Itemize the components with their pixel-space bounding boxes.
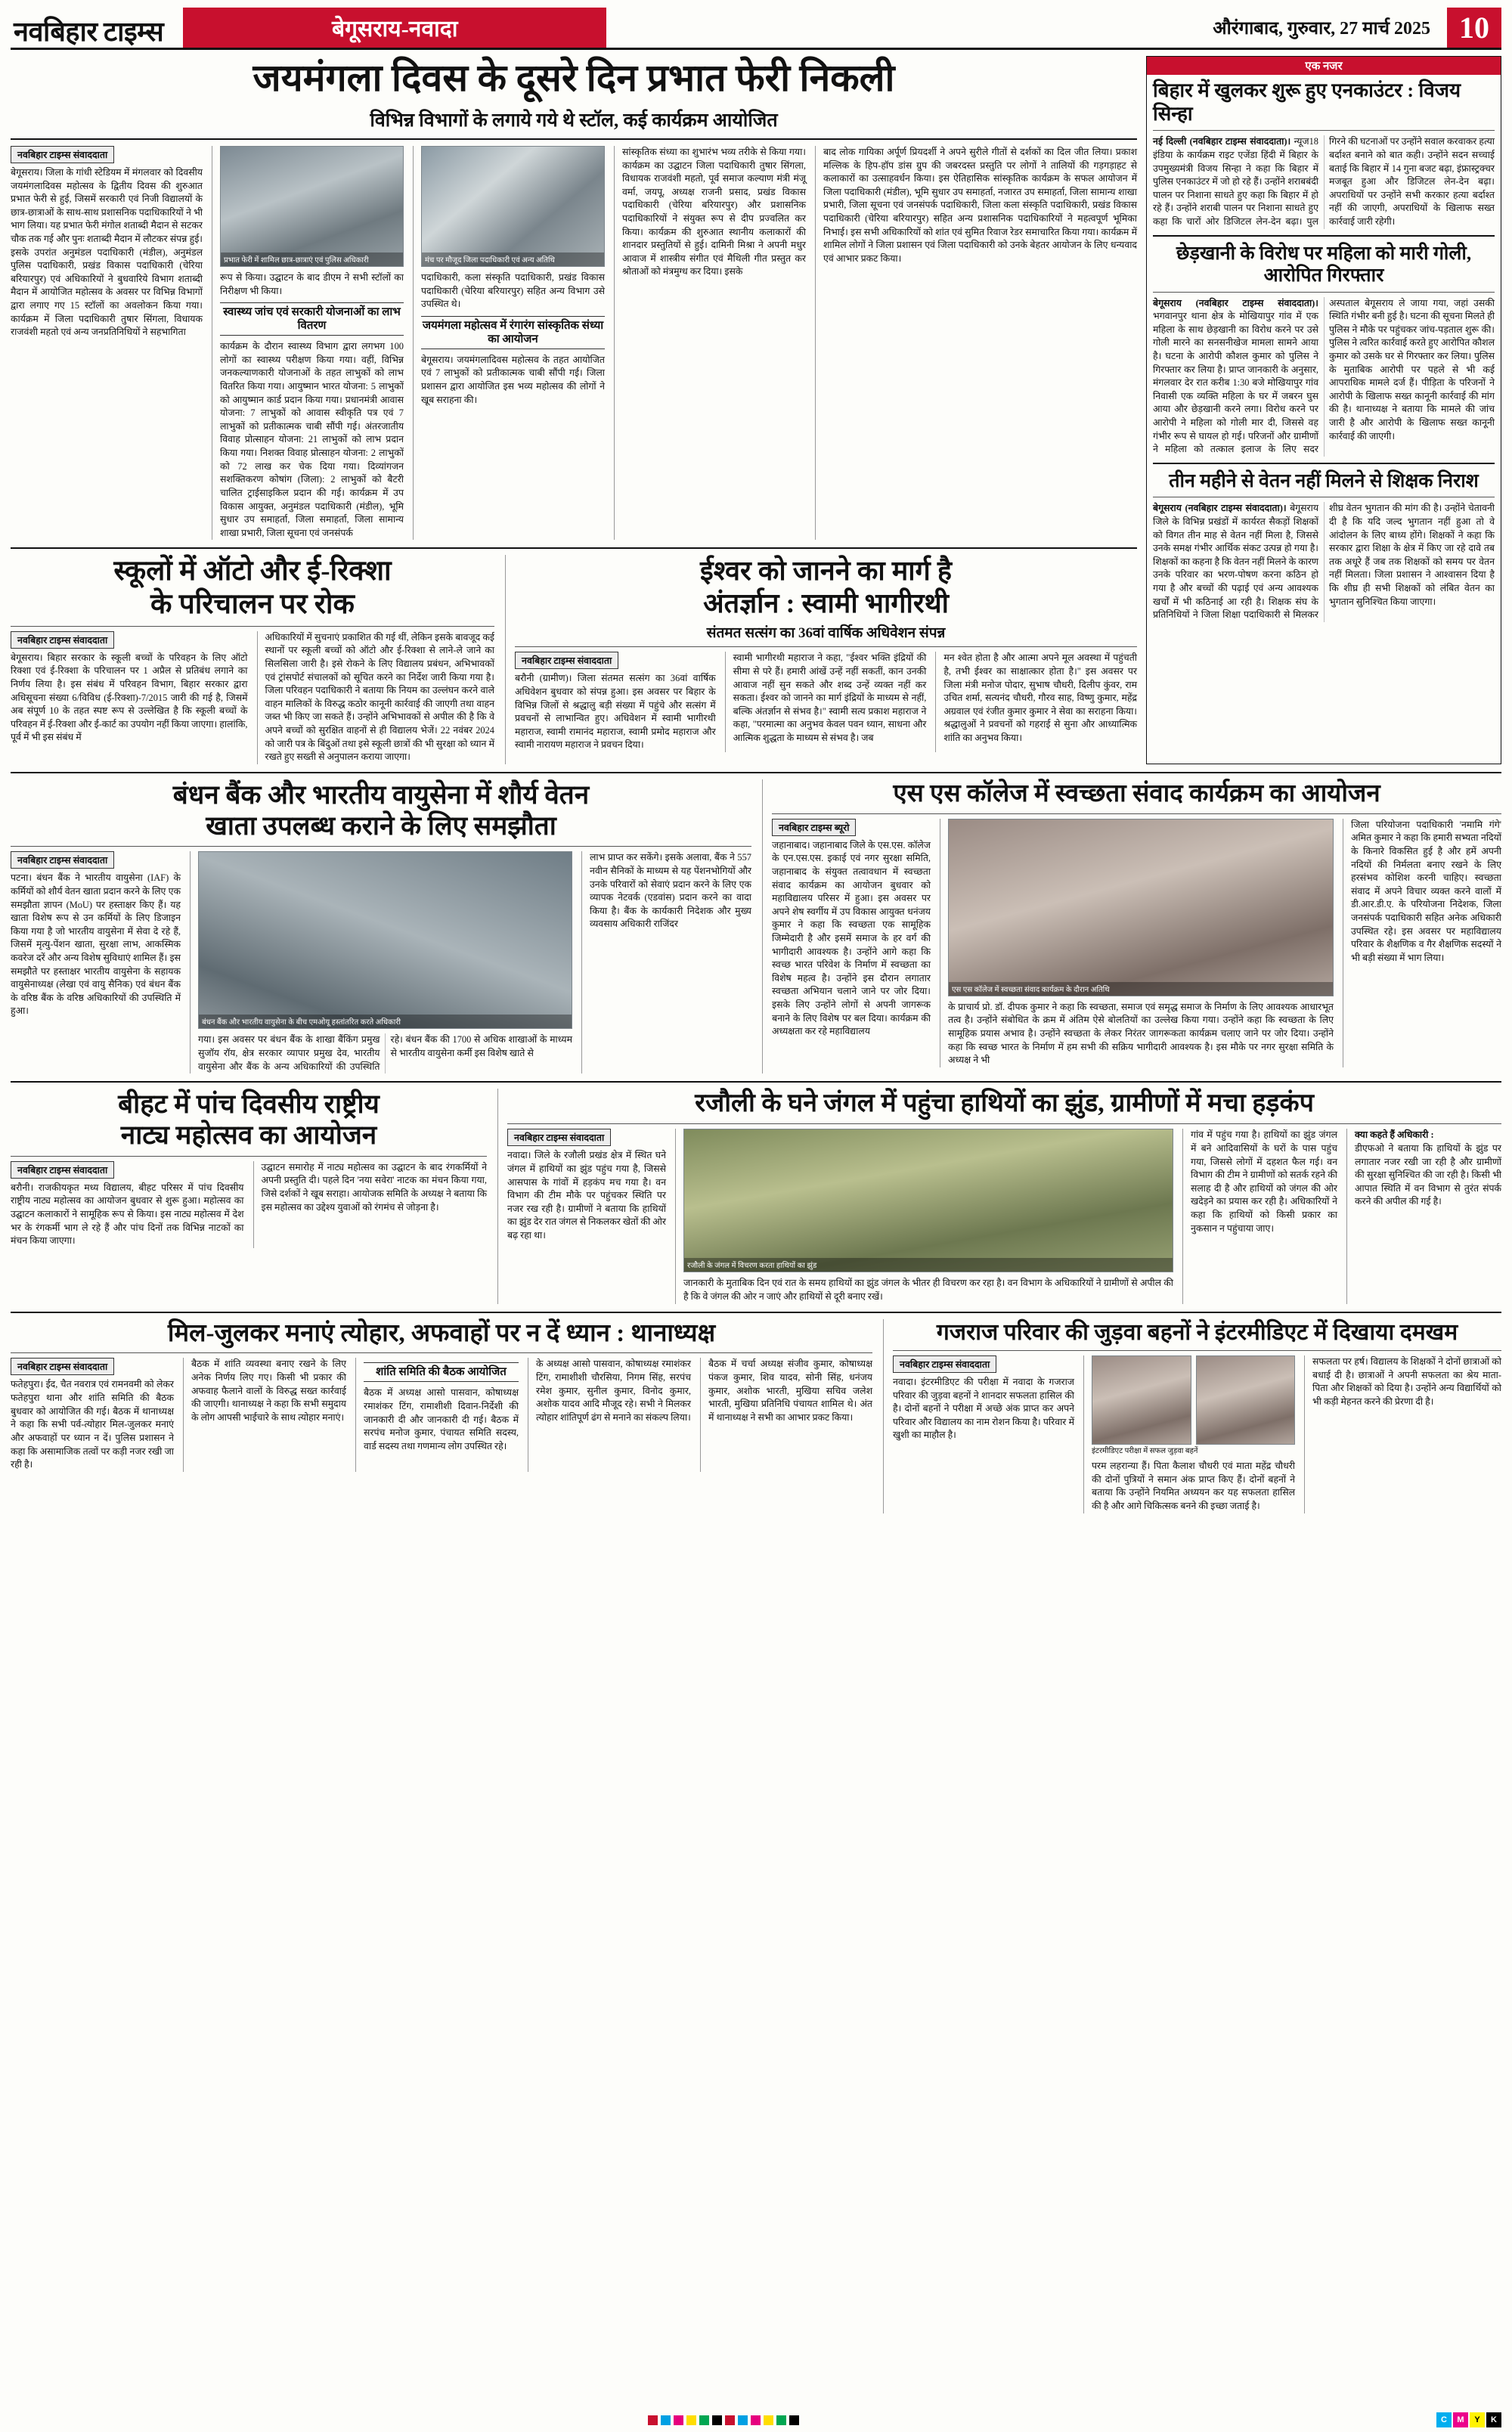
color-dot <box>686 2415 696 2425</box>
elephants-byline: नवबिहार टाइम्स संवाददाता <box>507 1129 611 1146</box>
swami-col-3: मन श्वेत होता है और आत्मा अपने मूल अवस्था में पहुंचती है, तभी ईश्वर का साक्षात्कार होता है।" इस अवसर पर जिला मंत्री मनोज पोदार, सुभाष चौधरी, दिलीप कुंवर, राम उचित शर्मा, सत्यनंद चौधरी, गौरव साह, विष्णु कुमार, महेंद्र अग्रवाल एवं रंजीत कुमार कुमार ने सेवा का सराहना किया। श्रद्धालुओं ने प्रवचनों को गहराई से सुना और आध्यात्मिक शांति का अनुभव किया। <box>943 652 1138 743</box>
lead-col-5: बाद लोक गायिका अर्पूर्ण प्रियदर्शी ने अपने सुरीले गीतों से दर्शकों का दिल जीत लिया। प्रकाश मल्लिक के हिप-हॉप डांस ग्रुप की जबरदस्त प्रस्तुति पर लोगों ने तालियों की गड़गड़ाहट से कलाकारों का उत्साहवर्धन किया। इस ऐतिहासिक सांस्कृतिक कार्यक्रम के सफल आयोजन में जिला पदाधिकारी (मंडील), भूमि सुधार उप समाहर्ता, नजारत उप समाहर्ता, जिला सामान्य शाखा प्रभारी, जिला सूचना एवं जनसंपर्क पदाधिकारी, जिला कला संस्कृति पदाधिकारी, प्रखंड विकास पदाधिकारी (चेरिया बरियारपुर) सहित अन्य प्रशासनिक पदाधिकारियों ने महत्वपूर्ण भूमिका निभाई। इस सभी अधिकारियों को शांत एवं सुमित रिवाज रेडर समाचारित किया गया। कार्यक्रम में शामिल लोगों ने जिला प्रशासन एवं जिला पदाधिकारी को उनके बेहतर आयोजन के लिए धन्यवाद एवं आभार प्रकट किया। <box>823 147 1137 264</box>
twins-photo-caption: इंटरमीडिएट परीक्षा में सफल जुड़वा बहनें <box>1092 1446 1198 1455</box>
sscollege-headline: एस एस कॉलेज में स्वच्छता संवाद कार्यक्रम का आयोजन <box>893 779 1380 807</box>
rail-story-3-text: बेगूसराय (नवबिहार टाइम्स संवाददाता)। बेगूसराय जिले के विभिन्न प्रखंडों में कार्यरत सैकड़ों शिक्षकों को विगत तीन माह से वेतन नहीं मिला है, जिससे उनके समक्ष गंभीर आर्थिक संकट उत्पन्न हो गया है। शिक्षकों का कहना है कि वेतन नहीं मिलने के कारण उनके परिवार का भरण-पोषण करना कठिन हो गया है और बच्चों की पढ़ाई एवं अन्य आवश्यक खर्चों में भी कठिनाई आ रही है। शिक्षक संघ के प्रतिनिधियों ने जिला शिक्षा पदाधिकारी से मिलकर शीघ्र वेतन भुगतान की मांग की है। उन्होंने चेतावनी दी है कि यदि जल्द भुगतान नहीं हुआ तो वे आंदोलन के लिए बाध्य होंगे। शिक्षकों ने कहा कि सरकार द्वारा शिक्षा के क्षेत्र में किए जा रहे दावे तब तक अधूरे हैं जब तक शिक्षकों को समय पर वेतन नहीं मिलता। जिला प्रशासन ने आश्वासन दिया है कि शीघ्र ही सभी शिक्षकों को लंबित वेतन का भुगतान सुनिश्चित किया जाएगा। <box>1153 503 1495 621</box>
masthead-dateline: औरंगाबाद, गुरुवार, 27 मार्च 2025 <box>1213 19 1430 39</box>
masthead <box>11 8 1501 50</box>
natya-col-2: उद्घाटन समारोह में नाट्य महोत्सव का उद्घाटन के बाद रंगकर्मियों ने अपनी प्रस्तुति दी। पहले दिन 'नया सवेरा' नाटक का मंचन किया गया, जिसे दर्शकों ने खूब सराहा। आयोजक समिति के अध्यक्ष ने बताया कि इस महोत्सव का उद्देश्य युवाओं को रंगमंच से जोड़ना है। <box>261 1161 487 1213</box>
sscollege-col-3: जिला परियोजना पदाधिकारी 'नमामि गंगे' अमित कुमार ने कहा कि हमारी सभ्यता नदियों के किनारे विकसित हुई है और हमें अपनी नदियों की निर्मलता बनाए रखने के लिए हरसंभव कोशिश करनी चाहिए। स्वच्छता संवाद में अपने विचार व्यक्त करने वालों में डी.आर.डी.ए. के परियोजना निदेशक, जिला जनसंपर्क पदाधिकारी सहित अनेक अधिकारी उपस्थित रहे। इस अवसर पर महाविद्यालय परिवार के शैक्षणिक व गैर शैक्षणिक सदस्यों ने भी बड़ी संख्या में भाग लिया। <box>1351 819 1501 963</box>
elephants-col-1: नवादा। जिले के रजौली प्रखंड क्षेत्र में स्थित घने जंगल में हाथियों का झुंड पहुंच गया है, जिससे आसपास के गांवों में हड़कंप मच गया है। वन विभाग की टीम मौके पर पहुंचकर स्थिति पर नजर रख रही है। ग्रामीणों ने बताया कि हाथियों का झुंड देर रात जंगल से निकलकर खेतों की ओर बढ़ रहा था। <box>507 1150 666 1241</box>
color-dot <box>751 2415 761 2425</box>
swami-headline-line1: ईश्वर को जानने का मार्ग है <box>700 556 952 587</box>
thana-col-3: बैठक में अध्यक्ष आसो पासवान, कोषाध्यक्ष रमाशंकर टिंग, रामाशीशी दिवान-निर्देशी की जानकारी दी और जानकारी दी गई। बैठक में सरपंच मनोज कुमार, पंचायत समिति सदस्य, वार्ड सदस्य तथा गणमान्य लोग उपस्थित रहे। <box>364 1387 519 1451</box>
page-number: 10 <box>1447 8 1501 48</box>
elephants-headline: रजौली के घने जंगल में पहुंचा हाथियों का झुंड, ग्रामीणों में मचा हड़कंप <box>695 1089 1314 1118</box>
lead-headline: जयमंगला दिवस के दूसरे दिन प्रभात फेरी निकली <box>253 57 895 99</box>
natya-byline: नवबिहार टाइम्स संवाददाता <box>11 1161 114 1179</box>
bandhan-headline-line2: खाता उपलब्ध कराने के लिए समझौता <box>206 811 556 841</box>
rail-story-1-byline: नई दिल्ली (नवबिहार टाइम्स संवाददाता)। <box>1153 136 1291 147</box>
cmyk-y: Y <box>1470 2412 1485 2427</box>
swami-col-1: बरौनी (ग्रामीण)। जिला संतमत सत्संग का 36वां वार्षिक अधिवेशन बुधवार को संपन्न हुआ। इस अवसर पर बिहार के विभिन्न जिलों से श्रद्धालु बड़ी संख्या में पहुंचे और सत्संग में प्रवचनों से लाभान्वित हुए। अधिवेशन में स्वामी भागीरथी महाराज, स्वामी रामानंद महाराज, स्वामी प्रमोद महाराज और स्वामी नारायण महाराज ने प्रवचन दिया। <box>515 673 716 751</box>
edition-banner: बेगूसराय-नवादा <box>183 8 606 48</box>
sscollege-photo <box>948 819 1334 996</box>
sscollege-col-1: जहानाबाद। जहानाबाद जिले के एस.एस. कॉलेज के एन.एस.एस. इकाई एवं नगर सुरक्षा समिति, जहानाबाद के संयुक्त तत्वावधान में स्वच्छता संवाद कार्यक्रम का आयोजन बुधवार को महाविद्यालय परिसर में हुआ। इस अवसर पर अपने शेष स्वर्गीय में उप विकास आयुक्त धनंजय कुमार ने कहा कि स्वच्छता एक सामूहिक जिम्मेदारी है और इसमें समाज के हर वर्ग की भागीदारी आवश्यक है। उन्होंने आगे कहा कि स्वच्छ भारत परिवेश के निर्माण में स्वच्छता का विशेष महत्व है। उन्होंने इस दौरान लगातार स्वच्छता अभियान चलाने जाने पर जोर दिया। इसके लिए उन्होंने लोगों से अपनी जागरूक बनाने के लिए विशेष पर बल दिया। कार्यक्रम की अध्यक्षता कर रहे महाविद्यालय <box>772 839 931 1037</box>
thana-col-4: के अध्यक्ष आसो पासवान, कोषाध्यक्ष रमाशंकर टिंग, रामाशीशी चौरसिया, निगम सिंह, सरपंच रमेश कुमार, सुनील कुमार, विनोद कुमार, अशोक यादव आदि मौजूद रहे। सभी ने मिलकर त्योहार शांतिपूर्ण ढंग से मनाने का संकल्प लिया। <box>536 1359 691 1423</box>
cmyk-marks <box>1436 2412 1501 2427</box>
rail-story-1-text: नई दिल्ली (नवबिहार टाइम्स संवाददाता)। न्यूज18 इंडिया के कार्यक्रम राइट एजेंडा हिंदी में बिहार के उपमुख्यमंत्री विजय सिन्हा ने कहा कि बिहार में पुलिस एनकाउंटर में जो हो रहे हैं। उन्होंने शराबबंदी पालन पर निशाना साधते हुए कहा कि बिहार में हो रहे हैं। उन्होंने शराबी पालन पर निशाना साधते हुए कहा कि चारों ओर डिजिटल लेन-देन बढ़ा। पुल गिरने की घटनाओं पर उन्होंने सवाल करवाकर हत्या बर्दाश्त बनाने को बात कही। उन्होंने सदन सच्चाई बताई कि बिहार में 14 गुना बजट बढ़ा, इंफ्रास्ट्रक्चर मजबूत हुआ और डिजिटल लेन-देन बढ़ा। अपराधियों पर उन्होंने सभी करकार हत्या बर्दाश्त नहीं की जाएगी, अपराधियों के खिलाफ सख्त कार्रवाई जारी रहेगी। <box>1153 136 1495 227</box>
bandhan-headline-line1: बंधन बैंक और भारतीय वायुसेना में शौर्य वेतन <box>172 779 590 810</box>
ek-nazar-label: एक नजर <box>1147 57 1501 75</box>
lead-col-1: बेगूसराय। जिला के गांधी स्टेडियम में मंगलवार को दिवसीय जयमंगलादिवस महोत्सव के द्वितीय दिवस की शुरुआत प्रभात फेरी से हुई, जिसमें सरकारी एवं निजी विद्यालयों के छात्र-छात्राओं के साथ-साथ प्रशासनिक पदाधिकारियों ने भी भाग लिया। यह प्रभात फेरी मंगोल शताब्दी मैदान से सटकर चौक तक गई और पुनः शताब्दी मैदान में लौटकर संपन्न हुई। इसके उपरांत अनुमंडल पदाधिकारी (मंडील), अनुमंडल पुलिस पदाधिकारी, प्रखंड विकास पदाधिकारी (चेरिया बरियारपुर) एवं अधिकारियों ने बुधवारिये विभाग शताब्दी मैदान में आयोजित महोत्सव के अवसर पर विभिन्न विभागों द्वारा लगाए गए 15 स्टॉलों का अवलोकन किया गया। कार्यक्रम में जिला पदाधिकारी तुषार सिंगला, विधायक राजवंशी महतो एवं अन्य जनप्रतिनिधियों ने सहभागिता <box>11 167 203 338</box>
lead-photo-1 <box>220 146 404 267</box>
lead-photo-2 <box>421 146 605 267</box>
rail-story-3-headline: तीन महीने से वेतन नहीं मिलने से शिक्षक निराश <box>1169 470 1479 491</box>
bandhan-col-3: लाभ प्राप्त कर सकेंगे। इसके अलावा, बैंक ने 557 नवीन सैनिकों के माध्यम से यह पेंशनभोगियों और उनके परिवारों को सेवाएं प्रदान करने के लिए एक व्यापक नेटवर्क (एडवांस) प्रदान करने का वादा किया है। बैंक के कार्यकारी निदेशक और मुख्य व्यवसाय अधिकारी राजिंदर <box>590 852 751 930</box>
lead-subhead: विभिन्न विभागों के लगाये गये थे स्टॉल, कई कार्यक्रम आयोजित <box>370 110 778 131</box>
lead-sub-headline-cultural: जयमंगला महोत्सव में रंगारंग सांस्कृतिक संध्या का आयोजन <box>421 316 605 349</box>
auto-ban-byline: नवबिहार टाइम्स संवाददाता <box>11 631 114 649</box>
swami-subhead: संतमत सत्संग का 36वां वार्षिक अधिवेशन संपन्न <box>706 625 946 642</box>
bandhan-photo-caption: बंधन बैंक और भारतीय वायुसेना के बीच एमओयू हस्तांतरित करते अधिकारी <box>199 1015 572 1028</box>
twins-col-2: परम लहरान्या हैं। पिता कैलाश चौधरी एवं माता महेंद्र चौधरी की दोनों पुत्रियों ने समान अंक प्राप्त किए हैं। दोनों बहनों ने बताया कि उन्होंने नियमित अध्ययन कर यह सफलता हासिल की है और आगे चिकित्सक बनने की इच्छा जताई है। <box>1092 1461 1295 1511</box>
color-dot <box>674 2415 683 2425</box>
lead-col-3b: बेगूसराय। जयमंगलादिवस महोत्सव के तहत आयोजित एवं 7 लाभुकों को प्रतीकात्मक चाबी सौंपी गई। जिला प्रशासन द्वारा आयोजित इस भव्य महोत्सव की लोगों ने खूब सराहना की। <box>421 354 605 405</box>
color-dot <box>648 2415 658 2425</box>
lead-photo-2-caption: मंच पर मौजूद जिला पदाधिकारी एवं अन्य अतिथि <box>422 252 604 266</box>
sscollege-col-2: के प्राचार्य प्रो. डॉ. दीपक कुमार ने कहा कि स्वच्छता, समाज एवं समृद्ध समाज के निर्माण के लिए आवश्यक आधारभूत तत्व है। उन्होंने संबोधित के क्रम में अंतिम ऐसे बोलतियों का उल्लेख किया गया। उन्होंने कहा कि स्वच्छता के लिए सामूहिक प्रयास अभाव है। उन्होंने स्वच्छता के लेकर निरंतर जागरूकता कार्यक्रम चलाए जाने पर जोर दिया। उन्होंने कहा कि स्वच्छ भारत के निर्माण में हम सभी की सक्रिय भागीदारी आवश्यक है। इस मौके पर नगर सुरक्षा समिति के अध्यक्ष ने भी <box>948 1001 1334 1066</box>
color-dot <box>764 2415 773 2425</box>
bandhan-col-1: पटना। बंधन बैंक ने भारतीय वायुसेना (IAF) के कर्मियों को शौर्य वेतन खाता प्रदान करने के लिए एक समझौता ज्ञापन (MoU) पर हस्ताक्षर किए हैं। यह खाता विशेष रूप से उन कर्मियों के लिए डिजाइन किया गया है जो भारतीय वायुसेना में सेवा दे रहे हैं, जिसमें मृत्यु-पेंशन खाता, सुरक्षा लाभ, आकस्मिक कवरेज दरें और अन्य विशेष सुविधाएं शामिल हैं। इस समझौते पर हस्ताक्षर भारतीय वायुसेना के सहायक वायुसेनाध्यक्ष (लेखा एवं वायु सैनिक) एवं बंधन बैंक के वरिष्ठ बैंक के वरिष्ठ अधिकारियों की उपस्थिति में हुआ। <box>11 872 181 1017</box>
print-registration-bar <box>11 2412 1501 2427</box>
color-dot-strip <box>648 2415 799 2425</box>
natya-col-1: बरौनी। राजकीयकृत मध्य विद्यालय, बीहट परिसर में पांच दिवसीय राष्ट्रीय नाट्य महोत्सव का आयोजन बुधवार से शुरू हुआ। महोत्सव का उद्घाटन कलाकारों ने सामूहिक रूप से किया। इस नाट्य महोत्सव में देश भर के रंगकर्मी भाग ले रहे हैं और पांच दिनों तक विभिन्न नाटकों का मंचन किया जाएगा। <box>11 1182 244 1247</box>
cmyk-k: K <box>1486 2412 1501 2427</box>
cmyk-c: C <box>1436 2412 1452 2427</box>
twin-photo-1 <box>1092 1355 1191 1445</box>
rail-story-2-headline: छेड़खानी के विरोध पर महिला को मारी गोली, आरोपित गिरफ्तार <box>1176 243 1472 287</box>
publication-logo: नवबिहार टाइम्स <box>14 17 164 47</box>
lead-col-3: पदाधिकारी, कला संस्कृति पदाधिकारी, प्रखंड विकास पदाधिकारी (चेरिया बरियारपुर) सहित अन्य विभाग उसे उपस्थित थे। <box>421 272 605 310</box>
rail-story-1-headline: बिहार में खुलकर शुरू हुए एनकाउंटर : विजय सिन्हा <box>1153 79 1461 125</box>
twin-photo-2 <box>1196 1355 1296 1445</box>
color-dot <box>699 2415 709 2425</box>
color-dot <box>738 2415 748 2425</box>
lead-col-2: रूप से किया। उद्घाटन के बाद डीएम ने सभी स्टॉलों का निरीक्षण भी किया। <box>220 272 404 296</box>
elephants-col-2: जानकारी के मुताबिक दिन एवं रात के समय हाथियों का झुंड जंगल के भीतर ही विचरण कर रहा है। वन विभाग के अधिकारियों ने ग्रामीणों से अपील की है कि वे जंगल की ओर न जाएं और हाथियों से दूरी बनाए रखें। <box>683 1278 1173 1302</box>
rail-story-3-byline: बेगूसराय (नवबिहार टाइम्स संवाददाता)। <box>1153 503 1287 514</box>
lead-sub-headline-health: स्वास्थ्य जांच एवं सरकारी योजनाओं का लाभ वितरण <box>220 302 404 336</box>
color-dot <box>712 2415 722 2425</box>
thana-col-2: बैठक में शांति व्यवस्था बनाए रखने के लिए अनेक निर्णय लिए गए। किसी भी प्रकार की अफवाह फैलाने वालों के विरुद्ध सख्त कार्रवाई की जाएगी। थानाध्यक्ष ने कहा कि सभी समुदाय के लोग आपसी भाईचारे के साथ त्योहार मनाएं। <box>191 1359 346 1423</box>
color-dot <box>725 2415 735 2425</box>
color-dot <box>789 2415 799 2425</box>
swami-byline: नवबिहार टाइम्स संवाददाता <box>515 652 618 669</box>
elephants-col-4: डीएफओ ने बताया कि हाथियों के झुंड पर लगातार नजर रखी जा रही है और ग्रामीणों की सुरक्षा सुनिश्चित की जा रही है। किसी भी आपात स्थिति में वन विभाग से तुरंत संपर्क करने की अपील की गई है। <box>1355 1142 1501 1207</box>
swami-headline-line2: अंतर्ज्ञान : स्वामी भागीरथी <box>703 587 949 618</box>
twins-headline: गजराज परिवार की जुड़वा बहनों ने इंटरमीडिएट में दिखाया दमखम <box>936 1319 1458 1345</box>
twins-col-3: सफलता पर हर्ष। विद्यालय के शिक्षकों ने दोनों छात्राओं को बधाई दी है। छात्राओं ने अपनी सफलता का श्रेय माता-पिता और शिक्षकों को दिया है। उन्होंने अन्य विद्यार्थियों को भी कड़ी मेहनत करने की प्रेरणा दी है। <box>1312 1355 1501 1407</box>
thana-col-1: फतेहपुरा। ईद, चैत नवरात्र एवं रामनवमी को लेकर फतेहपुरा थाना और शांति समिति की बैठक बुधवार को आयोजित की गई। बैठक में थानाध्यक्ष ने कहा कि सभी पर्व-त्योहार मिल-जुलकर मनाएं और अफवाहों पर ध्यान न दें। पुलिस प्रशासन ने कहा कि असामाजिक तत्वों पर कड़ी नजर रखी जा रही है। <box>11 1379 174 1470</box>
lead-byline: नवबिहार टाइम्स संवाददाता <box>11 146 114 163</box>
natya-headline-line2: नाट्य महोत्सव का आयोजन <box>120 1120 377 1151</box>
right-rail <box>1146 56 1501 764</box>
color-dot <box>776 2415 786 2425</box>
elephants-photo-caption: रजौली के जंगल में विचरण करता हाथियों का झुंड <box>684 1258 1173 1272</box>
cmyk-m: M <box>1453 2412 1468 2427</box>
twins-col-1: नवादा। इंटरमीडिएट की परीक्षा में नवादा के गजराज परिवार की जुड़वा बहनों ने शानदार सफलता हासिल की है। दोनों बहनों ने परीक्षा में अच्छे अंक प्राप्त कर अपने परिवार और विद्यालय का नाम रोशन किया है। परिवार में खुशी का माहौल है। <box>893 1376 1074 1441</box>
elephants-inset-head: क्या कहते हैं अधिकारी : <box>1355 1129 1434 1141</box>
elephants-photo <box>683 1129 1173 1272</box>
twins-byline: नवबिहार टाइम्स संवाददाता <box>893 1355 996 1373</box>
bandhan-photo <box>198 851 572 1029</box>
thana-headline: मिल-जुलकर मनाएं त्योहार, अफवाहों पर न दें ध्यान : थानाध्यक्ष <box>167 1319 716 1347</box>
swami-col-2: स्वामी भागीरथी महाराज ने कहा, "ईश्वर भक्ति इंद्रियों की सीमा से परे हैं। हमारी आंखें उन्हें नहीं सकतीं, कान उनकी आवाज नहीं सुन सकते और शब्द उन्हें व्यक्त नहीं कर सकता। ईश्वर को जानने का मार्ग इंद्रियों के माध्यम से नहीं, बल्कि अंतर्ज्ञान से संभव है।" स्वामी सत्य प्रकाश महाराज ने कहा, "परमात्मा का अनुभव केवल पवन ध्यान, साधना और आत्मिक शुद्धता के माध्यम से संभव है। जब <box>733 652 927 743</box>
auto-ban-headline-line2: के परिचालन पर रोक <box>150 589 355 621</box>
bandhan-col-2: गया। इस अवसर पर बंधन बैंक के शाखा बैंकिंग प्रमुख सुजॉय रॉय, क्षेत्र सरकार व्यापार प्रमुख देव, भारतीय वायुसेना और बैंक के अन्य अधिकारियों की उपस्थिति रहे। बंधन बैंक की 1700 से अधिक शाखाओं के माध्यम से भारतीय वायुसेना कर्मी इस विशेष खाते से <box>198 1034 572 1072</box>
lead-col-4: सांस्कृतिक संध्या का शुभारंभ भव्य तरीके से किया गया। कार्यक्रम का उद्घाटन जिला पदाधिकारी तुषार सिंगला, विधायक राजवंशी महतो, पूर्व समाज कल्याण मंत्री मंजू वर्मा, जयपू, अध्यक्ष राजनी प्रसाद, प्रखंड विकास पदाधिकारी (चेरिया बरियारपुर) और प्रशासनिक पदाधिकारियों ने संयुक्त रूप से दीप प्रज्वलित कर किया। कार्यक्रम की शुरुआत स्थानीय कलाकारों की शानदार प्रस्तुतियों से हुई। दामिनी मिश्रा ने अपनी मधुर आवाज में शास्त्रीय संगीत एवं मैथिली गीत प्रस्तुत कर श्रोताओं को मंत्रमुग्ध कर दिया। इसके <box>622 147 806 277</box>
sscollege-photo-caption: एस एस कॉलेज में स्वच्छता संवाद कार्यक्रम के दौरान अतिथि <box>949 982 1333 996</box>
lead-col-2b: कार्यक्रम के दौरान स्वास्थ्य विभाग द्वारा लगभग 100 लोगों का स्वास्थ्य परीक्षण किया गया। वहीं, विभिन्न जनकल्याणकारी योजनाओं के तहत लाभुकों को लाभ वितरित किया गया। आयुष्मान भारत योजना: 5 लाभुकों को आयुष्मान कार्ड प्रदान किया गया। प्रधानमंत्री आवास योजना: 7 लाभुकों को आवास स्वीकृति पत्र एवं 7 लाभुकों को प्रतीकात्मक चाबी सौंपी गई। अंतरजातीय विवाह प्रोत्साहन योजना: 21 लाभुकों को लाभ प्रदान किया गया। निशक्त विवाह प्रोत्साहन योजना: 2 लाभुकों को 72 लाख कर चेक दिया गया। दिव्यांगजन सशक्तिकरण कोषांग (जिला): 2 लाभुकों को बैटरी चालित ट्राईसाइकिल प्रदान की गई। कार्यक्रम में उप विकास आयुक्त, अनुमंडल पदाधिकारी (मंडील), भूमि सुधार उप समाहर्ता, जिला समाहर्ता, जिला सामान्य शाखा प्रभारी, जिला सूचना एवं जनसंपर्क <box>220 341 404 538</box>
thana-byline: नवबिहार टाइम्स संवाददाता <box>11 1358 114 1375</box>
auto-ban-headline-line1: स्कूलों में ऑटो और ई-रिक्शा <box>113 556 392 587</box>
bandhan-byline: नवबिहार टाइम्स संवाददाता <box>11 851 114 869</box>
natya-headline-line1: बीहट में पांच दिवसीय राष्ट्रीय <box>118 1089 380 1120</box>
rail-story-2-byline: बेगूसराय (नवबिहार टाइम्स संवाददाता)। <box>1153 297 1318 308</box>
auto-ban-col-1: बेगूसराय। बिहार सरकार के स्कूली बच्चों के परिवहन के लिए ऑटो रिक्शा एवं ई-रिक्शा के परिचालन पर 1 अप्रैल से प्रतिबंध लगाने का निर्णय लिया है। इस संबंध में परिवहन विभाग, बिहार सरकार द्वारा अधिसूचना संख्या 6/विविध (ई-रिक्शा)-7/2015 जारी की गई है, जिसमें अब संपूर्ण 10 के तहत स्पष्ट रूप से उल्लेखित है कि स्कूली बच्चों के परिवहन में ई-रिक्शा और ई-कार्ट का उपयोग नहीं किया जाएगा। हालांकि, पूर्व में भी इस संबंध में <box>11 652 248 743</box>
rail-story-2-text: बेगूसराय (नवबिहार टाइम्स संवाददाता)। भगवानपुर थाना क्षेत्र के मोखियापुर गांव में एक महिला के साथ छेड़खानी का विरोध करने पर उसे गोली मारने का सनसनीखेज मामला सामने आया है। घटना के आरोपी कौशल कुमार को पुलिस ने गिरफ्तार कर लिया है। प्राप्त जानकारी के अनुसार, मंगलवार देर रात करीब 1:30 बजे मोखियापुर गांव निवासी एक व्यक्ति महिला के घर में जबरन घुस आया और छेड़खानी करने लगा। विरोध करने पर आरोपी ने महिला को गोली मार दी, जिससे वह गंभीर रूप से घायल हो गई। परिजनों और ग्रामीणों ने महिला को तत्काल इलाज के लिए सदर अस्पताल बेगूसराय ले जाया गया, जहां उसकी स्थिति गंभीर बनी हुई है। घटना की सूचना मिलते ही पुलिस ने मौके पर पहुंचकर जांच-पड़ताल शुरू की। पुलिस ने त्वरित कार्रवाई करते हुए आरोपित कौशल कुमार को उसके घर से गिरफ्तार कर लिया। पुलिस के मुताबिक आरोपी पर पहले से भी कई आपराधिक मामले दर्ज हैं। पीड़िता के परिजनों ने आरोपी के खिलाफ सख्त कानूनी कार्रवाई की मांग की है। थानाध्यक्ष ने बताया कि मामले की जांच जारी है और आरोपी के खिलाफ सख्त कानूनी कार्रवाई की जाएगी। <box>1153 297 1495 455</box>
auto-ban-col-2: अधिकारियों में सुचनाएं प्रकाशित की गई थीं, लेकिन इसके बावजूद कई स्थानों पर स्कूली बच्चों को ऑटो और ई-रिक्शा से लाने-ले जाने का सिलसिला जारी है। इसे रोकने के लिए विद्यालय प्रबंधन, अभिभावकों एवं ट्रांसपोर्ट संचालकों को सूचित करने का निर्देश जारी किया गया है। जिला परिवहन पदाधिकारी ने बताया कि नियम का उल्लंघन करने वाले वाहन मालिकों के विरुद्ध कठोर कानूनी कार्रवाई की जाएगी तथा वाहन जब्त भी किए जा सकते हैं। उन्होंने अभिभावकों से अपील की है कि वे अपने बच्चों को सुरक्षित वाहनों से ही विद्यालय भेजें। 22 नवंबर 2024 को जारी पत्र के बिंदुओं तथा इसे स्कूली छात्रों की भी सुरक्षा को ध्यान में रखते हुए सख्ती से अनुपालन कराया जाएगा। <box>265 631 494 763</box>
color-dot <box>661 2415 671 2425</box>
elephants-col-3: गांव में पहुंच गया है। हाथियों का झुंड जंगल में बने आदिवासियों के घरों के पास पहुंच गया, जिससे लोगों में दहशत फैल गई। वन विभाग की टीम ने ग्रामीणों को सतर्क रहने की सलाह दी है और हाथियों को जंगल की ओर खदेड़ने का प्रयास कर रही है। अधिकारियों ने कहा कि हाथियों को किसी प्रकार का नुकसान न पहुंचाया जाए। <box>1191 1129 1337 1234</box>
sscollege-byline: नवबिहार टाइम्स ब्यूरो <box>772 819 856 836</box>
lead-photo-1-caption: प्रभात फेरी में शामिल छात्र-छात्राएं एवं पुलिस अधिकारी <box>221 252 403 266</box>
thana-col-5: बैठक में चर्चा अध्यक्ष संजीव कुमार, कोषाध्यक्ष पंकज कुमार, शिव यादव, सोनी सिंह, धनंजय कुमार, अशोक भारती, मुखिया सचिव जलेश भारती, मुखिया प्रतिनिधि पंचायत शामिल थे। अंत में थानाध्यक्ष ने सभी का आभार प्रकट किया। <box>708 1359 872 1423</box>
thana-inset-head: शांति समिति की बैठक आयोजित <box>364 1362 519 1382</box>
